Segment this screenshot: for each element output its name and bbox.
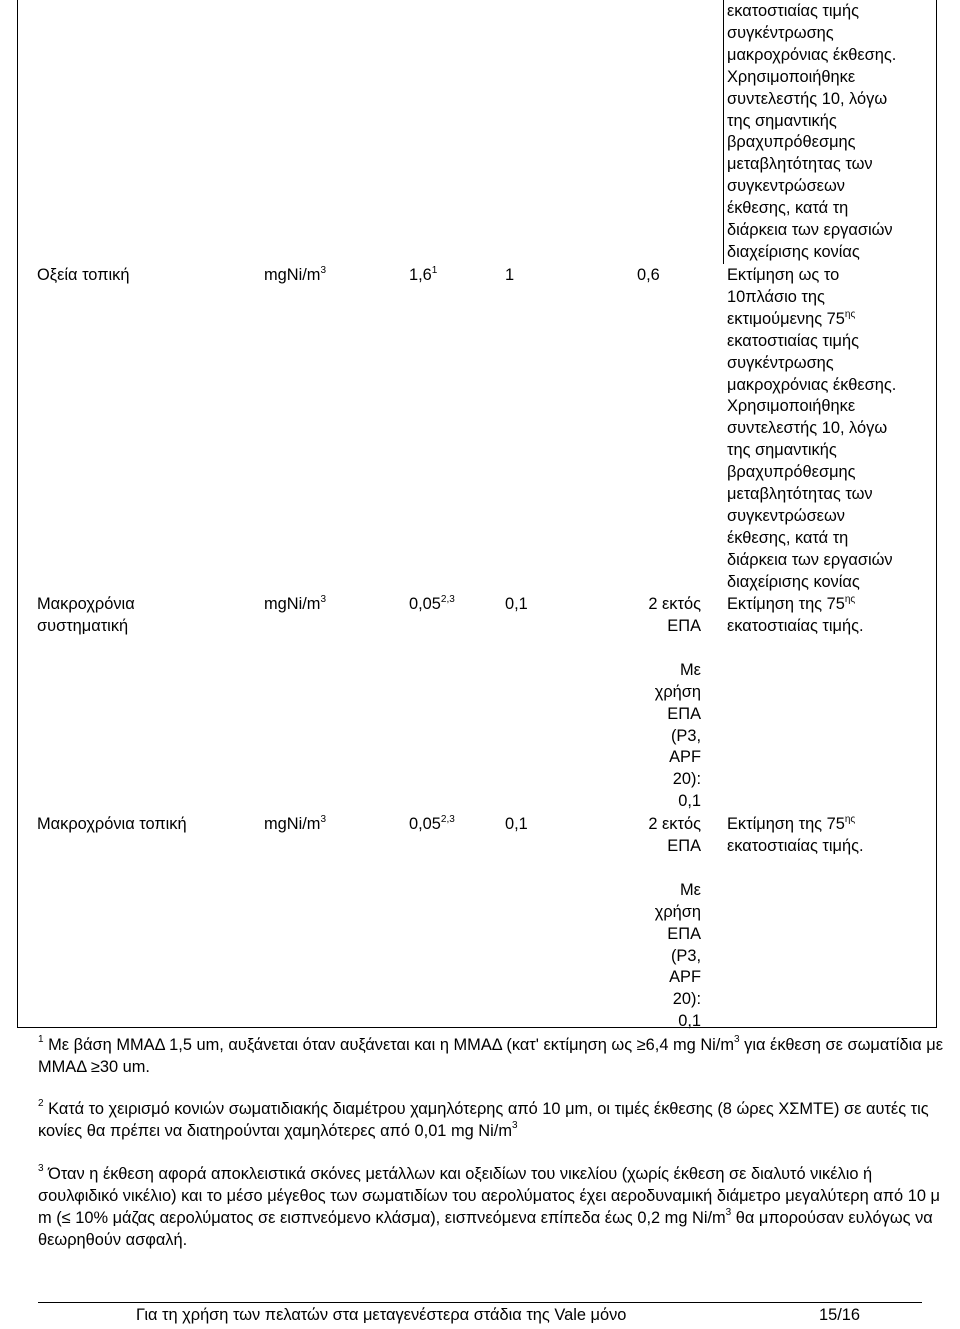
footnote-superscript: 3 (511, 1120, 518, 1131)
exposure-pattern-long-term-local: Μακροχρόνια τοπική (37, 815, 187, 833)
remark-line: εκατοστιαίας τιμής (727, 331, 859, 350)
value-text: 0,05 (409, 815, 441, 833)
remark-line: διάρκεια των εργασιών (727, 550, 893, 569)
remark-line: της σημαντικής (727, 441, 837, 460)
remark-line: έκθεσης, κατά τη (727, 528, 849, 547)
value-line: 0,1 (678, 792, 701, 811)
remark-line: συγκεντρώσεων (727, 506, 845, 525)
remark-line: εκατοστιαίας τιμής. (727, 616, 864, 635)
value-line (637, 638, 701, 660)
value-line: 20): (672, 770, 701, 789)
value-text: 1,6 (409, 266, 432, 284)
unit-label (264, 814, 326, 836)
remark-line: μεταβλητότητας των (727, 155, 873, 174)
value-line: ΕΠΑ (667, 616, 701, 635)
value-col1 (409, 594, 455, 616)
unit-text: mgNi/m (264, 266, 321, 284)
table-border-right (936, 0, 937, 1028)
remark-text: Εκτίμηση της 75 (727, 815, 845, 833)
remark-line: βραχυπρόθεσμης (727, 463, 856, 482)
value-line: 2 εκτός (648, 815, 701, 833)
unit-superscript: 3 (320, 265, 327, 276)
footnote-superscript: 3 (725, 1207, 732, 1218)
unit-superscript: 3 (320, 594, 327, 605)
ordinal-superscript: ης (844, 594, 856, 605)
footnote-mark: 3 (38, 1163, 44, 1174)
value-line: 0,1 (678, 1012, 701, 1031)
remark-line: Χρησιμοποιήθηκε (727, 67, 856, 86)
footnote-text: 10% μάζας αερολύματος σε εισπνεόμενο κλάσμα), εισπνεόμενα επίπεδα έως 0,2 mg Ni/m (70, 1209, 726, 1227)
remark-line: διαχείρισης κονίας (727, 242, 860, 261)
footnote-mark: 2 (38, 1098, 44, 1109)
remark-line: 10πλάσιο της (727, 287, 825, 306)
page-number: 15/16 (819, 1306, 861, 1324)
value-line: Με (680, 880, 701, 899)
table-border-left (17, 0, 18, 1028)
value-col3 (637, 814, 701, 1033)
footnote-ref: 2,3 (440, 594, 455, 605)
value-line: χρήση (654, 682, 701, 701)
table-border-bottom (17, 1027, 937, 1028)
row-continued-remarks (727, 1, 896, 264)
remark-line: συγκέντρωσης (727, 353, 834, 372)
value-line: ΕΠΑ (667, 704, 701, 723)
footnote-superscript: 3 (734, 1034, 740, 1045)
geq-symbol: ≥ (636, 1036, 646, 1054)
footnote-text: 30 um. (99, 1058, 150, 1076)
remark-line: συγκέντρωσης (727, 23, 834, 42)
ordinal-superscript: ης (844, 308, 856, 320)
unit-label (264, 594, 326, 616)
remark-line: εκατοστιαίας τιμής. (727, 836, 864, 855)
value-line: χρήση (654, 902, 701, 921)
value-line: (P3, (670, 726, 701, 745)
value-col1 (409, 814, 455, 836)
remark-line: μακροχρόνιας έκθεσης. (727, 45, 897, 64)
footnote-text: 6,4 mg Ni/m (645, 1036, 735, 1054)
footnote-text: για έκθεση σε σωματίδια με ΜΜΑΔ (38, 1036, 943, 1076)
remark-line: διαχείρισης κονίας (727, 572, 860, 591)
ordinal-superscript: ης (844, 814, 856, 825)
footnote-text: Όταν η έκθεση αφορά αποκλειστικά σκόνες μετάλλων και οξειδίων του νικελίου (χωρίς έκθεση σε διαλυτό νικέλιο ή σουλφιδικό νικέλιο) και το μέσο μέγεθος των σωματιδίων του αερολύματος έχει αεροδυναμική διάμετρο μεγαλύτερη από 10 μ m ( (38, 1165, 940, 1227)
unit-label (264, 265, 326, 287)
exposure-pattern-acute-local: Οξεία τοπική (37, 266, 130, 284)
value-col3 (637, 594, 701, 813)
footnote-ref: 2,3 (440, 814, 455, 825)
value-col2: 0,1 (505, 595, 528, 613)
remark-line: μακροχρόνιας έκθεσης. (727, 375, 897, 394)
table-column-divider (723, 0, 724, 264)
footnote-1 (38, 1034, 943, 1078)
exposure-line: συστηματική (37, 616, 129, 635)
geq-symbol: ≥ (90, 1058, 100, 1076)
value-col2: 1 (505, 266, 515, 284)
remark-line: της σημαντικής (727, 111, 837, 130)
footnote-text: θα μπορούσαν ευλόγως να θεωρηθούν ασφαλή. (38, 1209, 933, 1249)
value-line: APF (669, 748, 701, 767)
remark-line (727, 814, 864, 836)
remark-line: εκατοστιαίας τιμής (727, 2, 859, 20)
footnote-ref: 1 (431, 265, 438, 276)
value-line: ΕΠΑ (667, 836, 701, 855)
value-line (637, 858, 701, 880)
footer-text: Για τη χρήση των πελατών στα μεταγενέστερα στάδια της Vale μόνο (136, 1306, 627, 1324)
value-line: APF (669, 968, 701, 987)
remark-text: εκτιμούμενης 75 (727, 309, 845, 328)
footnote-text: Κατά το χειρισμό κονιών σωματιδιακής διαμέτρου χαμηλότερης από 10 μm, οι τιμές έκθεσης (8 ώρες ΧΣΜΤΕ) σε αυτές τις κονίες θα πρέπει να διατηρούνται χαμηλότερες από 0,01 mg Ni/m (38, 1100, 929, 1140)
unit-text: mgNi/m (264, 595, 321, 613)
value-line: 2 εκτός (648, 595, 701, 613)
value-line: (P3, (670, 946, 701, 965)
row-long-term-systemic-remarks (727, 594, 864, 638)
unit-superscript: 3 (320, 814, 327, 825)
leq-symbol: ≤ (61, 1209, 71, 1227)
value-line: ΕΠΑ (667, 924, 701, 943)
value-text: 0,05 (409, 595, 441, 613)
remark-line: Εκτίμηση ως το (727, 266, 840, 284)
exposure-line: Μακροχρόνια (37, 595, 135, 613)
value-col2: 0,1 (505, 815, 528, 833)
remark-line: διάρκεια των εργασιών (727, 221, 893, 240)
footer-rule (38, 1302, 922, 1303)
footnote-2 (38, 1098, 943, 1142)
value-line: 20): (672, 990, 701, 1009)
exposure-pattern-long-term-systemic (37, 594, 135, 638)
value-line: Με (680, 660, 701, 679)
footnote-mark: 1 (38, 1034, 44, 1045)
value-col3: 0,6 (637, 266, 660, 284)
remark-line: συντελεστής 10, λόγω (727, 419, 888, 438)
value-col1 (409, 265, 437, 287)
row-long-term-local-remarks (727, 814, 864, 858)
footnote-3 (38, 1163, 943, 1251)
remark-line: Χρησιμοποιήθηκε (727, 397, 856, 416)
remark-line: συντελεστής 10, λόγω (727, 89, 888, 108)
remark-line: μεταβλητότητας των (727, 485, 873, 504)
remark-line (727, 309, 896, 331)
remark-line: βραχυπρόθεσμης (727, 133, 856, 152)
remark-line (727, 594, 864, 616)
remark-line: έκθεσης, κατά τη (727, 199, 849, 218)
unit-text: mgNi/m (264, 815, 321, 833)
remark-text: Εκτίμηση της 75 (727, 595, 845, 613)
footnote-text: Με βάση ΜΜΑΔ 1,5 um, αυξάνεται όταν αυξάνεται και η ΜΜΑΔ (κατ' εκτίμηση ως (48, 1036, 637, 1054)
remark-line: συγκεντρώσεων (727, 177, 845, 196)
row-acute-local-remarks (727, 265, 896, 594)
